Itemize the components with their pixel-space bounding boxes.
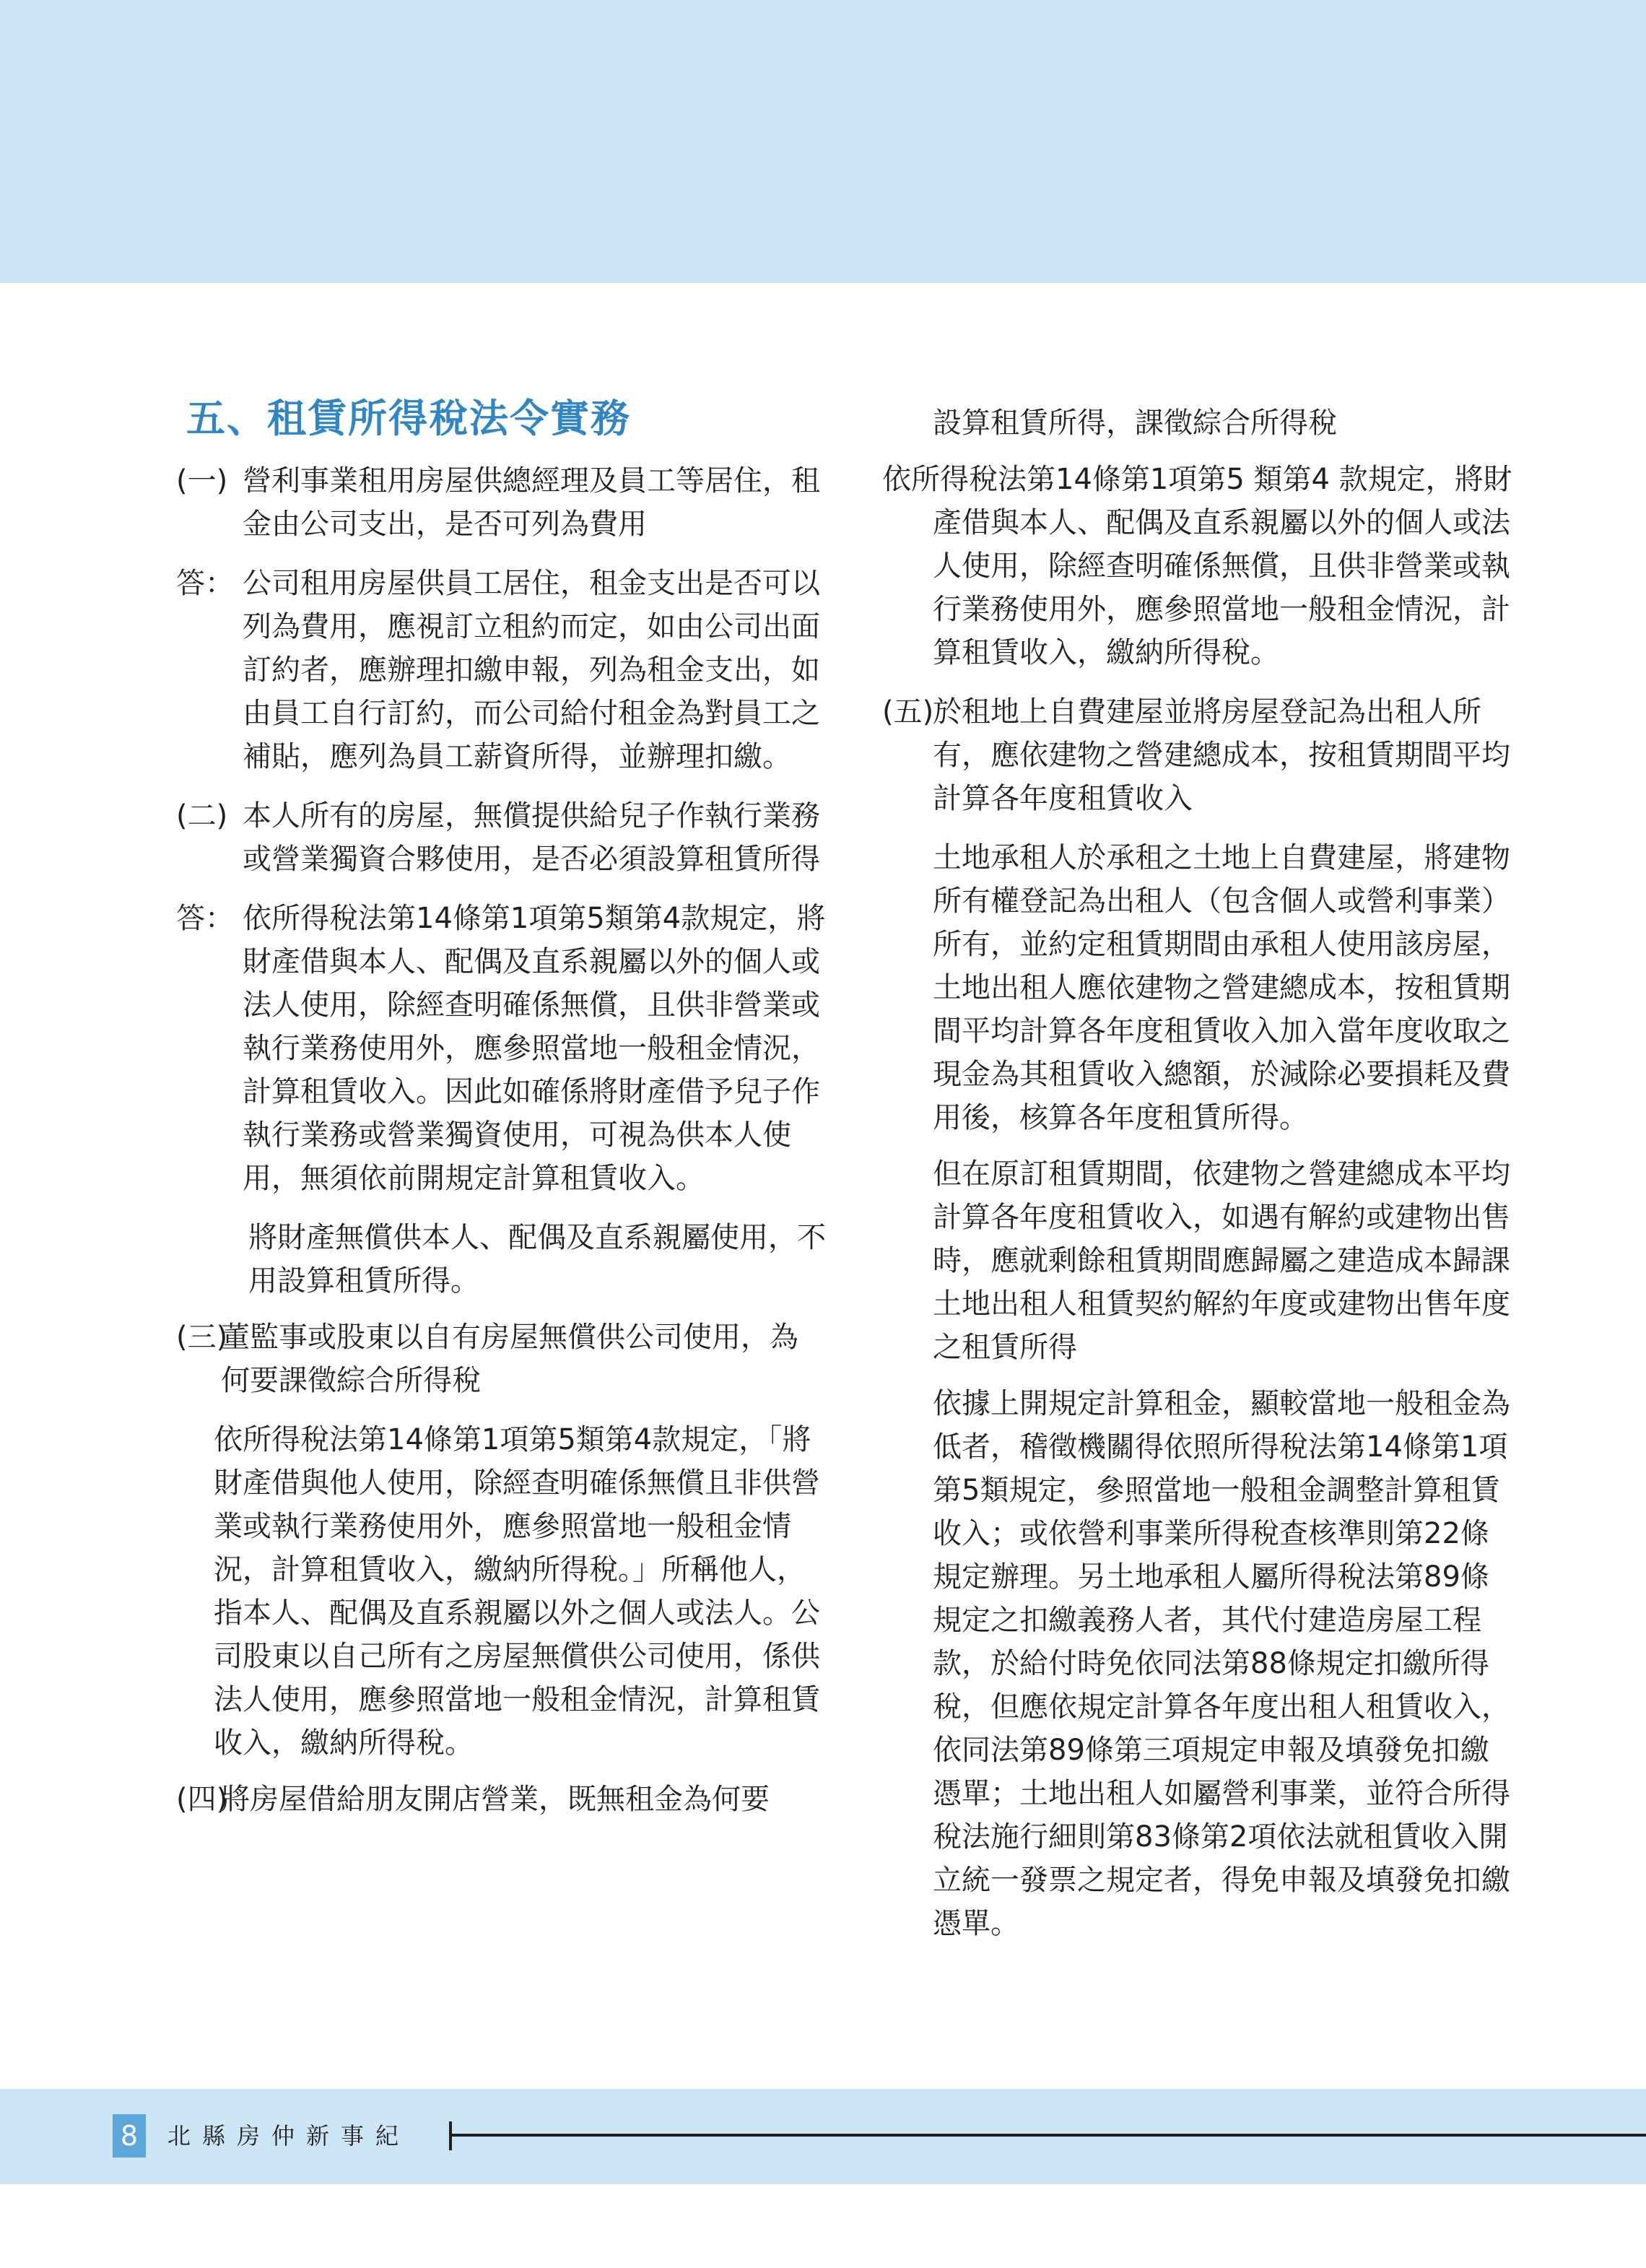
- answer-4: 依所得稅法第14條第1項第5 類第4 款規定，將財產借與本人、配偶及直系親屬以外的個人或法人使用，除經查明確係無償，且供非營業或執行業務使用外，應參照當地一般租金情況，計算租賃收入，繳納所得稅。: [882, 463, 1512, 669]
- question-text: 營利事業租用房屋供總經理及員工等居住，租金由公司支出，是否可列為費用: [243, 464, 820, 541]
- right-column: [882, 401, 1517, 1958]
- question-text: 本人所有的房屋，無償提供給兒子作執行業務或營業獨資合夥使用，是否必須設算租賃所得: [243, 799, 820, 876]
- question-label: (五): [882, 695, 934, 729]
- answer-2: [176, 897, 826, 1200]
- question-5: [882, 690, 1517, 820]
- question-label: (一): [176, 464, 228, 498]
- question-4-continued: 設算租賃所得，課徵綜合所得稅: [933, 407, 1337, 440]
- question-label: (四): [176, 1783, 228, 1816]
- answer-1: [176, 562, 826, 778]
- question-text: 董監事或股東以自有房屋無償供公司使用，為何要課徵綜合所得稅: [221, 1321, 798, 1397]
- answer-5-paragraph: 土地承租人於承租之土地上自費建屋，將建物所有權登記為出租人（包含個人或營利事業）所有，並約定租賃期間由承租人使用該房屋，土地出租人應依建物之營建總成本，按租賃期間平均計算各年度租賃收入加入當年度收取之現金為其租賃收入總額，於減除必要損耗及費用後，核算各年度租賃所得。: [933, 841, 1510, 1134]
- answer-label: 答：: [176, 567, 234, 600]
- question-2: [176, 794, 826, 881]
- answer-2-note: 將財產無償供本人、配偶及直系親屬使用，不用設算租賃所得。: [248, 1221, 826, 1298]
- answer-text: 公司租用房屋供員工居住，租金支出是否可以列為費用，應視訂立租約而定，如由公司出面訂約者，應辦理扣繳申報，列為租金支出，如由員工自行訂約，而公司給付租金為對員工之補貼，應列為員工薪資所得，並辦理扣繳。: [243, 567, 820, 773]
- answer-label: 答：: [176, 902, 234, 935]
- question-label: (三): [176, 1321, 228, 1354]
- left-column: [176, 390, 826, 1837]
- question-text: 於租地上自費建屋並將房屋登記為出租人所有，應依建物之營建總成本，按租賃期間平均計算各年度租賃收入: [933, 695, 1510, 815]
- question-text: 將房屋借給朋友開店營業，既無租金為何要: [221, 1783, 770, 1816]
- answer-5-paragraph: 依據上開規定計算租金，顯較當地一般租金為低者，稽徵機關得依照所得稅法第14條第1項第5類規定，參照當地一般租金調整計算租賃收入；或依營利事業所得稅查核準則第22條規定辦理。另土地承租人屬所得稅法第89條規定之扣繳義務人者，其代付建造房屋工程款，於給付時免依同法第88條規定扣繳所得稅，但應依規定計算各年度出租人租賃收入，依同法第89條第三項規定申報及填發免扣繳憑單；土地出租人如屬營利事業，並符合所得稅法施行細則第83條第2項依法就租賃收入開立統一發票之規定者，得免申報及填發免扣繳憑單。: [933, 1387, 1510, 1940]
- answer-3: 依所得稅法第14條第1項第5類第4款規定，「將財產借與他人使用，除經查明確係無償且非供營業或執行業務使用外，應參照當地一般租金情況，計算租賃收入，繳納所得稅。」所稱他人，指本人、配偶及直系親屬以外之個人或法人。公司股東以自己所有之房屋無償供公司使用，係供法人使用，應參照當地一般租金情況，計算租賃收入，繳納所得稅。: [214, 1423, 820, 1760]
- answer-5-paragraph: 但在原訂租賃期間，依建物之營建總成本平均計算各年度租賃收入，如遇有解約或建物出售時，應就剩餘租賃期間應歸屬之建造成本歸課土地出租人租賃契約解約年度或建物出售年度之租賃所得: [933, 1157, 1510, 1364]
- footer-rule: [452, 2134, 1646, 2137]
- question-4: [176, 1778, 826, 1821]
- section-title: 五、租賃所得稅法令實務: [186, 396, 631, 441]
- question-label: (二): [176, 799, 228, 833]
- header-band: [0, 0, 1646, 283]
- question-3: [176, 1316, 826, 1402]
- question-1: [176, 459, 826, 546]
- answer-text: 依所得稅法第14條第1項第5類第4款規定，將財產借與本人、配偶及直系親屬以外的個人或法人使用，除經查明確係無償，且供非營業或執行業務使用外，應參照當地一般租金情況，計算租賃收入。因此如確係將財產借予兒子作執行業務或營業獨資使用，可視為供本人使用，無須依前開規定計算租賃收入。: [243, 902, 826, 1195]
- page-number: 8: [113, 2114, 146, 2158]
- footer-title: 北縣房仲新事紀: [167, 2122, 411, 2150]
